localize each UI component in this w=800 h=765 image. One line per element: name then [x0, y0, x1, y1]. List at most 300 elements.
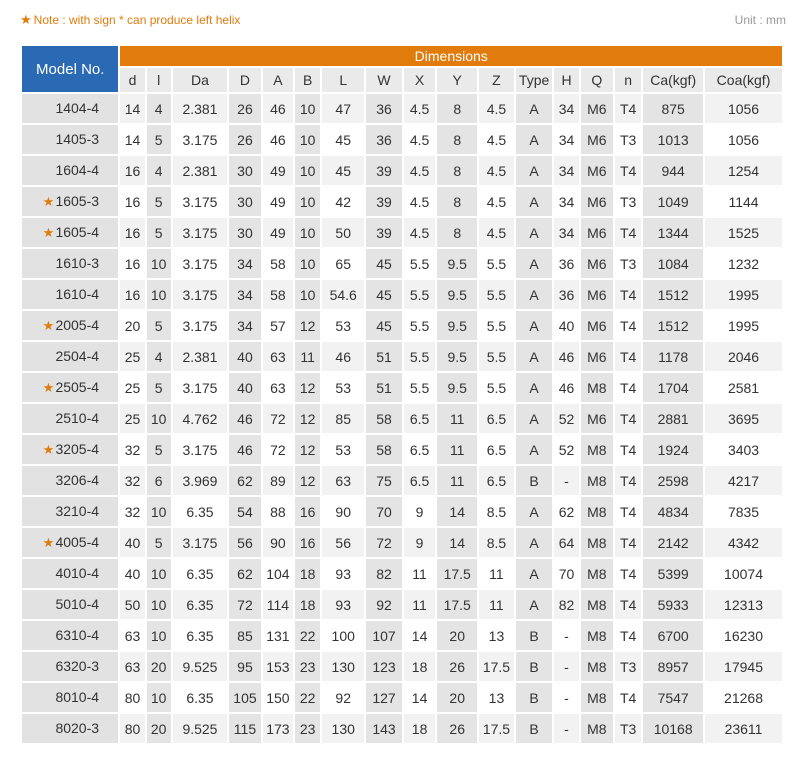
value-cell: 39 [366, 187, 402, 216]
value-cell: 34 [554, 218, 578, 247]
value-cell: 93 [322, 590, 364, 619]
value-cell: T4 [615, 466, 641, 495]
value-cell: 11 [437, 404, 477, 433]
value-cell: 26 [437, 652, 477, 681]
value-cell: 5933 [643, 590, 703, 619]
value-cell: 6.5 [479, 466, 514, 495]
value-cell: 12313 [705, 590, 782, 619]
model-number: 5010-4 [55, 596, 100, 612]
value-cell: 46 [229, 435, 260, 464]
value-cell: 23611 [705, 714, 782, 743]
value-cell: 30 [229, 156, 260, 185]
table-row [22, 94, 782, 123]
value-cell: 1254 [705, 156, 782, 185]
value-cell: 57 [263, 311, 293, 340]
value-cell: A [516, 311, 553, 340]
table-row [22, 373, 782, 402]
value-cell: 127 [366, 683, 402, 712]
model-cell [22, 249, 118, 278]
value-cell: 20 [437, 683, 477, 712]
value-cell: A [516, 559, 553, 588]
value-cell: 85 [322, 404, 364, 433]
value-cell: 30 [229, 187, 260, 216]
value-cell: T4 [615, 218, 641, 247]
value-cell: 10 [147, 280, 171, 309]
value-cell: 32 [120, 466, 144, 495]
value-cell: 50 [120, 590, 144, 619]
value-cell: 100 [322, 621, 364, 650]
table-row [22, 125, 782, 154]
column-header-row [22, 68, 782, 92]
value-cell: 6.5 [404, 435, 435, 464]
column-header: Z [479, 68, 514, 92]
value-cell: M8 [581, 435, 614, 464]
value-cell: 45 [366, 280, 402, 309]
value-cell: 5399 [643, 559, 703, 588]
value-cell: 14 [404, 683, 435, 712]
value-cell: M6 [581, 404, 614, 433]
value-cell: 16 [120, 218, 144, 247]
value-cell: T4 [615, 528, 641, 557]
value-cell: 45 [322, 156, 364, 185]
value-cell: - [554, 652, 578, 681]
value-cell: 4.5 [479, 125, 514, 154]
table-row [22, 466, 782, 495]
value-cell: T4 [615, 311, 641, 340]
value-cell: 5.5 [479, 342, 514, 371]
column-header: D [229, 68, 260, 92]
value-cell: - [554, 466, 578, 495]
model-number: 4005-4 [55, 534, 100, 550]
value-cell: 1144 [705, 187, 782, 216]
value-cell: A [516, 342, 553, 371]
star-icon: ★ [42, 318, 55, 333]
value-cell: 47 [322, 94, 364, 123]
value-cell: T4 [615, 559, 641, 588]
column-header: Ca(kgf) [643, 68, 703, 92]
value-cell: 6.35 [173, 497, 228, 526]
value-cell: 4 [147, 94, 171, 123]
value-cell: 9.5 [437, 280, 477, 309]
value-cell: 5 [147, 373, 171, 402]
value-cell: T4 [615, 404, 641, 433]
column-header: n [615, 68, 641, 92]
value-cell: 104 [263, 559, 293, 588]
value-cell: T4 [615, 156, 641, 185]
value-cell: 34 [229, 311, 260, 340]
value-cell: 72 [229, 590, 260, 619]
column-header: A [263, 68, 293, 92]
model-cell [22, 714, 118, 743]
value-cell: 6.5 [479, 404, 514, 433]
value-cell: 46 [263, 125, 293, 154]
value-cell: 52 [554, 404, 578, 433]
value-cell: 11 [404, 559, 435, 588]
value-cell: 82 [554, 590, 578, 619]
value-cell: 32 [120, 497, 144, 526]
value-cell: 2046 [705, 342, 782, 371]
value-cell: 25 [120, 373, 144, 402]
column-header: Coa(kgf) [705, 68, 782, 92]
model-number: 2005-4 [55, 317, 100, 333]
value-cell: 1178 [643, 342, 703, 371]
value-cell: M6 [581, 311, 614, 340]
value-cell: A [516, 497, 553, 526]
value-cell: M6 [581, 280, 614, 309]
value-cell: M6 [581, 249, 614, 278]
value-cell: 9.5 [437, 311, 477, 340]
value-cell: 16230 [705, 621, 782, 650]
value-cell: 5.5 [404, 373, 435, 402]
value-cell: 36 [554, 280, 578, 309]
note-text: Note : with sign * can produce left helix [33, 13, 241, 27]
model-cell [22, 342, 118, 371]
value-cell: M8 [581, 466, 614, 495]
value-cell: 1049 [643, 187, 703, 216]
model-cell [22, 621, 118, 650]
value-cell: 63 [263, 373, 293, 402]
value-cell: 114 [263, 590, 293, 619]
value-cell: T4 [615, 342, 641, 371]
model-number: 3210-4 [55, 503, 100, 519]
column-header: X [404, 68, 435, 92]
value-cell: 50 [322, 218, 364, 247]
value-cell: T4 [615, 497, 641, 526]
value-cell: 3.175 [173, 218, 228, 247]
value-cell: 3.175 [173, 528, 228, 557]
value-cell: 18 [295, 590, 320, 619]
value-cell: B [516, 683, 553, 712]
value-cell: 4 [147, 342, 171, 371]
value-cell: A [516, 528, 553, 557]
value-cell: 65 [322, 249, 364, 278]
value-cell: 8 [437, 187, 477, 216]
model-cell [22, 559, 118, 588]
value-cell: 18 [295, 559, 320, 588]
value-cell: 5.5 [479, 280, 514, 309]
model-cell [22, 125, 118, 154]
value-cell: T3 [615, 249, 641, 278]
value-cell: A [516, 94, 553, 123]
value-cell: 3695 [705, 404, 782, 433]
value-cell: 10 [147, 559, 171, 588]
value-cell: 20 [147, 652, 171, 681]
value-cell: M6 [581, 187, 614, 216]
value-cell: 12 [295, 466, 320, 495]
table-row [22, 497, 782, 526]
column-header: Type [516, 68, 553, 92]
value-cell: T3 [615, 652, 641, 681]
value-cell: 4.762 [173, 404, 228, 433]
value-cell: 1525 [705, 218, 782, 247]
value-cell: 56 [322, 528, 364, 557]
value-cell: A [516, 280, 553, 309]
value-cell: 8 [437, 156, 477, 185]
value-cell: 16 [120, 249, 144, 278]
value-cell: 40 [120, 528, 144, 557]
value-cell: 54.6 [322, 280, 364, 309]
value-cell: 14 [120, 94, 144, 123]
value-cell: 17.5 [437, 559, 477, 588]
value-cell: 30 [229, 218, 260, 247]
value-cell: 10 [147, 404, 171, 433]
value-cell: 12 [295, 404, 320, 433]
value-cell: 5.5 [404, 280, 435, 309]
value-cell: 130 [322, 652, 364, 681]
value-cell: 36 [366, 125, 402, 154]
value-cell: 3.175 [173, 249, 228, 278]
table-row [22, 435, 782, 464]
table-row [22, 652, 782, 681]
value-cell: 63 [120, 621, 144, 650]
model-cell [22, 497, 118, 526]
value-cell: 72 [263, 404, 293, 433]
value-cell: 72 [263, 435, 293, 464]
value-cell: 9 [404, 497, 435, 526]
value-cell: 143 [366, 714, 402, 743]
value-cell: 3.175 [173, 311, 228, 340]
value-cell: 70 [366, 497, 402, 526]
value-cell: 49 [263, 218, 293, 247]
star-icon: ★ [42, 442, 55, 457]
value-cell: A [516, 404, 553, 433]
model-number: 2510-4 [55, 410, 100, 426]
value-cell: 130 [322, 714, 364, 743]
value-cell: T4 [615, 621, 641, 650]
value-cell: 6.35 [173, 590, 228, 619]
value-cell: 6700 [643, 621, 703, 650]
value-cell: B [516, 652, 553, 681]
value-cell: 34 [229, 280, 260, 309]
table-row [22, 187, 782, 216]
value-cell: 8 [437, 125, 477, 154]
model-cell [22, 311, 118, 340]
value-cell: T4 [615, 435, 641, 464]
value-cell: M6 [581, 156, 614, 185]
value-cell: 16 [120, 280, 144, 309]
value-cell: A [516, 156, 553, 185]
value-cell: 70 [554, 559, 578, 588]
value-cell: 4834 [643, 497, 703, 526]
value-cell: M8 [581, 652, 614, 681]
value-cell: 72 [366, 528, 402, 557]
model-cell [22, 435, 118, 464]
value-cell: 26 [229, 125, 260, 154]
value-cell: 53 [322, 311, 364, 340]
value-cell: 23 [295, 714, 320, 743]
value-cell: 5.5 [479, 311, 514, 340]
table-row [22, 156, 782, 185]
star-icon: ★ [42, 535, 55, 550]
value-cell: 1704 [643, 373, 703, 402]
value-cell: 2881 [643, 404, 703, 433]
value-cell: 54 [229, 497, 260, 526]
value-cell: 4.5 [404, 125, 435, 154]
value-cell: 10168 [643, 714, 703, 743]
value-cell: 63 [120, 652, 144, 681]
left-helix-note [20, 12, 240, 28]
value-cell: 88 [263, 497, 293, 526]
value-cell: 10 [147, 249, 171, 278]
value-cell: 3.175 [173, 187, 228, 216]
value-cell: 9.5 [437, 373, 477, 402]
value-cell: 25 [120, 342, 144, 371]
value-cell: 14 [404, 621, 435, 650]
model-number: 1405-3 [55, 131, 100, 147]
value-cell: 8957 [643, 652, 703, 681]
value-cell: 6.35 [173, 683, 228, 712]
value-cell: 4217 [705, 466, 782, 495]
star-icon: ★ [42, 194, 55, 209]
value-cell: 46 [229, 404, 260, 433]
value-cell: 5 [147, 187, 171, 216]
value-cell: 6.35 [173, 559, 228, 588]
model-cell [22, 187, 118, 216]
value-cell: 39 [366, 218, 402, 247]
value-cell: 4.5 [404, 218, 435, 247]
value-cell: 90 [263, 528, 293, 557]
value-cell: 36 [366, 94, 402, 123]
value-cell: 10 [295, 218, 320, 247]
value-cell: M6 [581, 342, 614, 371]
value-cell: 62 [229, 559, 260, 588]
header-bar [20, 10, 786, 30]
model-number: 6320-3 [55, 658, 100, 674]
value-cell: 34 [554, 125, 578, 154]
value-cell: A [516, 373, 553, 402]
value-cell: 21268 [705, 683, 782, 712]
model-number: 1605-3 [55, 193, 100, 209]
value-cell: 45 [322, 125, 364, 154]
value-cell: 3.175 [173, 280, 228, 309]
value-cell: 12 [295, 311, 320, 340]
value-cell: A [516, 125, 553, 154]
value-cell: 25 [120, 404, 144, 433]
value-cell: 5 [147, 218, 171, 247]
value-cell: 5 [147, 435, 171, 464]
star-icon: ★ [42, 380, 55, 395]
value-cell: 4342 [705, 528, 782, 557]
value-cell: 6 [147, 466, 171, 495]
value-cell: T4 [615, 683, 641, 712]
value-cell: 10 [295, 125, 320, 154]
model-cell [22, 683, 118, 712]
table-row [22, 528, 782, 557]
value-cell: 5 [147, 311, 171, 340]
value-cell: 5.5 [479, 249, 514, 278]
table-row [22, 342, 782, 371]
model-number: 2504-4 [55, 348, 100, 364]
value-cell: 17945 [705, 652, 782, 681]
value-cell: 153 [263, 652, 293, 681]
model-cell [22, 590, 118, 619]
value-cell: 2.381 [173, 342, 228, 371]
value-cell: 5 [147, 125, 171, 154]
value-cell: 62 [229, 466, 260, 495]
value-cell: 10 [295, 156, 320, 185]
value-cell: 32 [120, 435, 144, 464]
model-cell [22, 94, 118, 123]
table-row [22, 559, 782, 588]
value-cell: 11 [437, 435, 477, 464]
value-cell: 16 [295, 497, 320, 526]
value-cell: M8 [581, 621, 614, 650]
table-row [22, 311, 782, 340]
value-cell: M8 [581, 714, 614, 743]
value-cell: 11 [479, 559, 514, 588]
value-cell: M8 [581, 528, 614, 557]
value-cell: 62 [554, 497, 578, 526]
model-number: 3205-4 [55, 441, 100, 457]
value-cell: 17.5 [479, 714, 514, 743]
value-cell: 10 [147, 621, 171, 650]
value-cell: M8 [581, 373, 614, 402]
value-cell: 1344 [643, 218, 703, 247]
value-cell: 6.35 [173, 621, 228, 650]
value-cell: 93 [322, 559, 364, 588]
value-cell: 17.5 [437, 590, 477, 619]
value-cell: 10 [295, 249, 320, 278]
value-cell: M6 [581, 125, 614, 154]
column-header: d [120, 68, 144, 92]
table-row [22, 621, 782, 650]
value-cell: T3 [615, 187, 641, 216]
value-cell: 16 [120, 156, 144, 185]
value-cell: 49 [263, 156, 293, 185]
value-cell: 131 [263, 621, 293, 650]
value-cell: 58 [263, 249, 293, 278]
value-cell: 3.969 [173, 466, 228, 495]
value-cell: 1512 [643, 280, 703, 309]
model-number: 1404-4 [55, 100, 100, 116]
model-cell [22, 404, 118, 433]
value-cell: 40 [229, 342, 260, 371]
value-cell: 58 [263, 280, 293, 309]
dimensions-header: Dimensions [120, 46, 782, 66]
value-cell: 13 [479, 621, 514, 650]
value-cell: 173 [263, 714, 293, 743]
value-cell: 9.525 [173, 714, 228, 743]
value-cell: 2.381 [173, 94, 228, 123]
value-cell: 4.5 [479, 218, 514, 247]
value-cell: 6.5 [404, 404, 435, 433]
value-cell: T4 [615, 590, 641, 619]
model-cell [22, 528, 118, 557]
value-cell: 34 [554, 94, 578, 123]
value-cell: 46 [554, 373, 578, 402]
value-cell: 56 [229, 528, 260, 557]
value-cell: 17.5 [479, 652, 514, 681]
value-cell: 10 [295, 280, 320, 309]
value-cell: A [516, 187, 553, 216]
column-header: Y [437, 68, 477, 92]
value-cell: 63 [322, 466, 364, 495]
value-cell: 45 [366, 311, 402, 340]
model-number: 1610-4 [55, 286, 100, 302]
value-cell: B [516, 466, 553, 495]
value-cell: 9.5 [437, 249, 477, 278]
column-header: l [147, 68, 171, 92]
value-cell: 5.5 [479, 373, 514, 402]
value-cell: 89 [263, 466, 293, 495]
value-cell: 23 [295, 652, 320, 681]
value-cell: 9 [404, 528, 435, 557]
value-cell: M8 [581, 683, 614, 712]
value-cell: 64 [554, 528, 578, 557]
value-cell: 5.5 [404, 311, 435, 340]
value-cell: 82 [366, 559, 402, 588]
value-cell: 75 [366, 466, 402, 495]
